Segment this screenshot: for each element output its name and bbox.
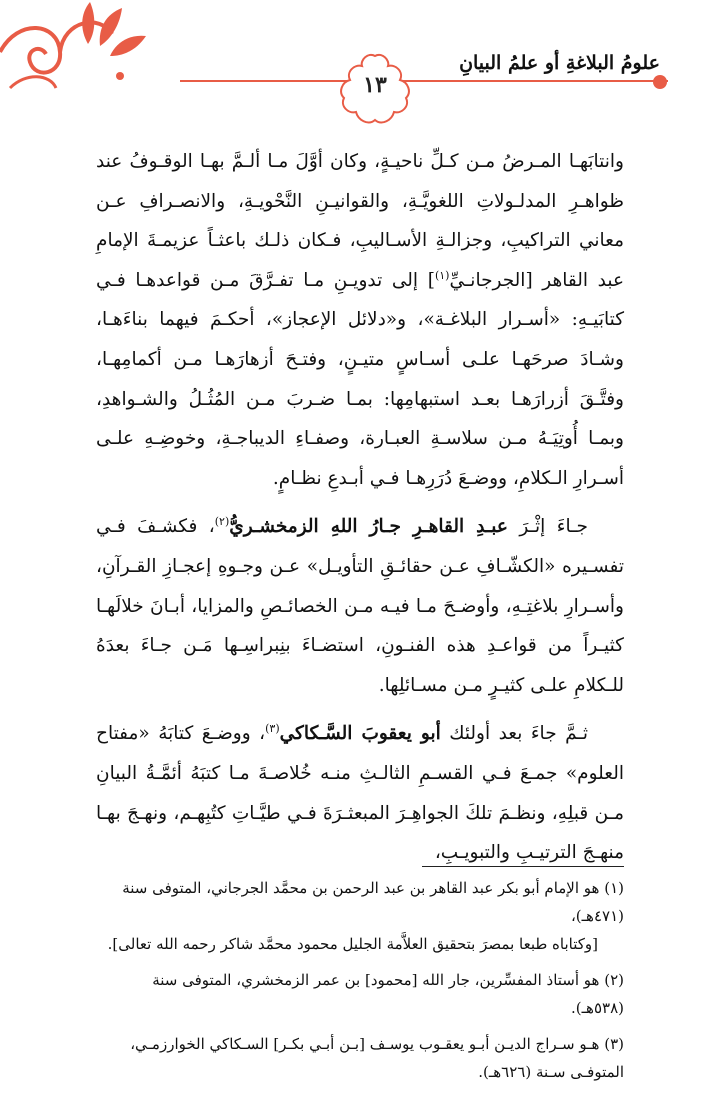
paragraph-2 [96,507,624,705]
footnote-3: (٣) هـو سـراج الديـن أبـو يعقـوب يوسـف [بـن أبـي بكـر] السـكاكي الخوارزمـي، المتوفـى سـنة (٦٢٦هـ). [130,1035,624,1081]
paragraph-3-part-1: ثـمَّ جاءَ بعد أولئك [440,723,588,745]
paragraph-1-part-2: ] إلى تدويـنِ مـا تفـرَّقَ مـن قواعدهـا فـي كتابَيـهِ: «أسـرار البلاغـة»، و«دلائل الإعجاز»، أحكـمَ فيهما بناءَهـا، وشـادَ صرحَهـا علـى أسـاسٍ متيـنٍ، وفتـحَ أزهارَهـا مـن أكمامِهـا، وفتَّـقَ أزرارَهـا بعـد استبهامِها: بمـا ضـربَ مـن المُثُـلُ والشـواهدِ، وبمـا أُوتِيَـهُ مـن سلاسـةِ العبـارة، وصفـاءِ الديباجـةِ، وخوضِـهِ علـى أسـرارِ الـكلامِ، ووضـعَ دُرَرِهـا فـي أبـدعِ نظـامٍ. [96,269,624,489]
header-divider [180,80,668,82]
paragraph-2-part-1: جـاءَ إثْـرَ [507,516,588,538]
header-end-dot-icon [650,72,670,92]
paragraph-3-part-2: ، ووضـعَ كتابَهُ «مفتاح العلوم» جمـعَ فـي القسـمِ الثالـثِ منـه خُلاصـةَ مـا كتبَهُ أئمَّـةُ البيانِ مـن قبلِهِ، ونظـمَ تلكَ الجواهِـرَ المبعثـرَةَ فـي طيَّـاتِ كتُبِهـم، ونهـجَ بهـا منهـجَ الترتيـبِ والتبويـبِ، [96,723,624,864]
footnotes [96,874,624,1094]
zamakhshari-name: عبـدِ القاهـرِ جـارُ اللهِ الزمخشـريُّ [229,516,508,538]
sakkaki-name: أبو يعقوبَ السَّـكاكي [279,723,441,745]
body-text [96,142,624,873]
paragraph-1 [96,142,624,498]
footnote-ref-2: (٢) [214,515,230,529]
footnote-1-line-1: (١) هو الإمام أبو بكر عبد القاهر بن عبد الرحمن بن محمَّد الجرجاني، المتوفى سنة (٤٧١هـ)، [122,879,624,925]
paragraph-3 [96,714,624,872]
paragraph-2-part-2: ، فكشـفَ فـي تفسـيره «الكشّـافِ عـن حقائـقِ التأويـل» عـن وجـوهِ إعجـازِ القـرآنِ، وأسـرارِ بلاغتِـهِ، وأوضـحَ مـا فيـه مـن الخصائـصِ والمزايا، أبـانَ خلالَهـا كثيـراً من قواعـدِ هذه الفنـونِ، استضـاءَ بنِبراسِـها مَـن جـاءَ بعدَهُ للـكلامِ علـى كثيـرٍ مـن مسـائلِها. [96,516,624,696]
running-title: علومُ البلاغةِ أو علمُ البيانِ [459,52,660,74]
page-number-medallion [330,50,420,130]
footnote-1-line-2: [وكتاباه طبعا بمصرَ بتحقيق العلاَّمة الجليل محمود محمَّد شاكر رحمه الله تعالى]. [107,935,598,953]
paragraph-1-part-1: وانتابَهـا المـرضُ مـن كـلِّ ناحيـةٍ، وكان أوَّلَ مـا ألـمَّ بهـا الوقـوفُ عند ظواهـرِ المدلـولاتِ اللغويَّـةِ، والقوانيـنِ النَّحْويـةِ، والانصـرافِ عـن معاني التراكيبِ، وجزالـةِ الأسـاليبِ، فـكان ذلـك باعثـاً عزيمـةَ الإمامِ عبد القاهر [الجرجانـيِّ [96,151,624,291]
footnote-2: (٢) هو أستاذ المفسِّرين، جار الله [محمود] بن عمر الزمخشري، المتوفى سنة (٥٣٨هـ). [152,971,624,1017]
footnote-separator [422,866,624,867]
floral-ornament-icon [0,0,150,100]
footnote-ref-3: (٣) [265,722,280,736]
footnote-1 [96,874,624,958]
footnote-ref-1: (١) [434,268,450,282]
page-header [0,0,720,120]
page-number: ١٣ [363,72,387,98]
